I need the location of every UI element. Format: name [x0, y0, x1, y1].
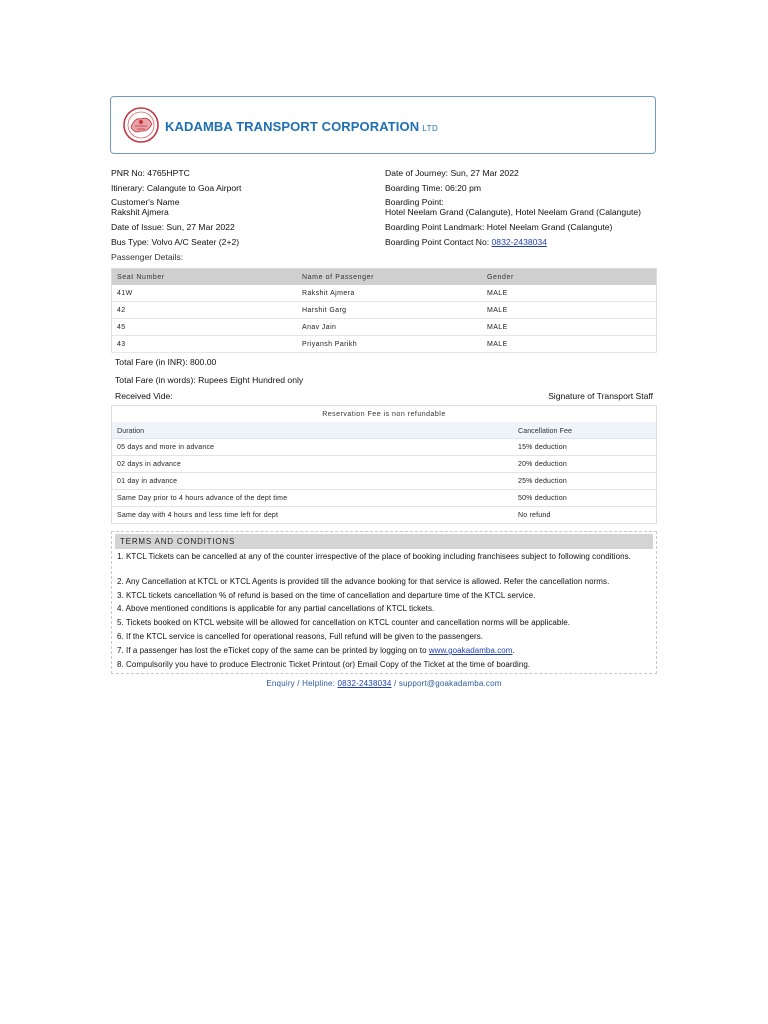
duration: 01 day in advance [112, 473, 514, 490]
passenger-table-header [112, 269, 657, 286]
cancellation-fee: 25% deduction [513, 473, 657, 490]
passenger-gender: MALE [482, 302, 657, 319]
duration: 05 days and more in advance [112, 439, 514, 456]
col-cancellation-fee: Cancellation Fee [513, 422, 657, 439]
col-passenger-name: Name of Passenger [297, 269, 482, 286]
col-gender: Gender [482, 269, 657, 286]
passenger-gender: MALE [482, 285, 657, 302]
helpline-phone-link[interactable]: 0832-2438034 [337, 679, 392, 688]
term-item: 5. Tickets booked on KTCL website will be allowed for cancellation on KTCL counter and cancellation norms will be applicable. [117, 618, 571, 627]
passenger-name: Anav Jain [297, 319, 482, 336]
helpline-footer [0, 679, 768, 688]
cancellation-fee: 20% deduction [513, 456, 657, 473]
total-fare-inr: Total Fare (in INR): 800.00 [115, 357, 217, 367]
goakadamba-website-link[interactable]: www.goakadamba.com [428, 646, 513, 655]
term-item: 1. KTCL Tickets can be cancelled at any of the counter irrespective of the place of booking including franchisees subject to following conditions. [117, 552, 631, 561]
table-row [112, 473, 657, 490]
seat-number: 43 [112, 336, 298, 353]
helpline-label: Enquiry / Helpline: [266, 679, 336, 688]
ktc-logo-icon [121, 105, 161, 145]
term-item: 3. KTCL tickets cancellation % of refund is based on the time of cancellation and departure time of the KTCL service. [117, 591, 536, 600]
table-row [112, 302, 657, 319]
term-item-7-suffix: . [512, 646, 515, 655]
table-row [112, 439, 657, 456]
seat-number: 41W [112, 285, 298, 302]
company-suffix: LTD [422, 124, 439, 133]
itinerary: Itinerary: Calangute to Goa Airport [111, 183, 242, 193]
table-row [112, 507, 657, 524]
passenger-name: Priyansh Parikh [297, 336, 482, 353]
term-item: 4. Above mentioned conditions is applicable for any partial cancellations of KTCL tickets. [117, 604, 435, 613]
table-row [112, 456, 657, 473]
total-fare-words: Total Fare (in words): Rupees Eight Hundred only [115, 375, 304, 385]
passenger-table [111, 268, 657, 353]
table-row [112, 285, 657, 302]
boarding-point: Hotel Neelam Grand (Calangute), Hotel Neelam Grand (Calangute) [385, 207, 642, 217]
pnr-number: PNR No: 4765HPTC [111, 168, 190, 178]
col-duration: Duration [112, 422, 514, 439]
terms-and-conditions [111, 531, 657, 674]
customer-name: Rakshit Ajmera [111, 207, 169, 217]
passenger-gender: MALE [482, 319, 657, 336]
cancellation-header [112, 422, 657, 439]
header-banner [110, 96, 656, 154]
term-item [117, 646, 653, 656]
cancellation-fee: 15% deduction [513, 439, 657, 456]
company-name [165, 119, 438, 134]
boarding-landmark: Boarding Point Landmark: Hotel Neelam Grand (Calangute) [385, 222, 613, 232]
issue-date: Date of Issue: Sun, 27 Mar 2022 [111, 222, 235, 232]
boarding-contact-phone-link[interactable]: 0832-2438034 [491, 237, 547, 247]
passenger-gender: MALE [482, 336, 657, 353]
passenger-details-label: Passenger Details: [111, 252, 184, 262]
received-vide: Received Vide: [115, 391, 173, 401]
table-row [112, 336, 657, 353]
terms-title: TERMS AND CONDITIONS [115, 534, 653, 549]
seat-number: 42 [112, 302, 298, 319]
boarding-point-label: Boarding Point: [385, 197, 444, 207]
duration: 02 days in advance [112, 456, 514, 473]
bus-type: Bus Type: Volvo A/C Seater (2+2) [111, 237, 240, 247]
cancellation-fee: No refund [513, 507, 657, 524]
table-row [112, 319, 657, 336]
term-item-7-text: 7. If a passenger has lost the eTicket copy of the same can be printed by logging on to [117, 646, 427, 655]
table-row [112, 490, 657, 507]
cancellation-table [111, 405, 657, 524]
term-item: 8. Compulsorily you have to produce Electronic Ticket Printout (or) Email Copy of the Ticket at the time of boarding. [117, 660, 531, 669]
journey-date: Date of Journey: Sun, 27 Mar 2022 [385, 168, 519, 178]
passenger-name: Harshit Garg [297, 302, 482, 319]
boarding-time: Boarding Time: 06:20 pm [385, 183, 482, 193]
passenger-name: Rakshit Ajmera [297, 285, 482, 302]
cancellation-caption-row [112, 406, 657, 423]
seat-number: 45 [112, 319, 298, 336]
customer-label: Customer's Name [111, 197, 180, 207]
boarding-contact-label: Boarding Point Contact No: [385, 237, 490, 247]
duration: Same day with 4 hours and less time left for dept [112, 507, 514, 524]
duration: Same Day prior to 4 hours advance of the dept time [112, 490, 514, 507]
boarding-contact [385, 237, 547, 247]
cancellation-caption: Reservation Fee is non refundable [322, 410, 446, 418]
term-item: 6. If the KTCL service is cancelled for operational reasons, Full refund will be given to the passengers. [117, 632, 484, 641]
support-email: / support@goakadamba.com [393, 679, 502, 688]
cancellation-fee: 50% deduction [513, 490, 657, 507]
term-item: 2. Any Cancellation at KTCL or KTCL Agents is provided till the advance booking for that service is allowed. Refer the cancellation norms. [117, 577, 610, 586]
company-title: KADAMBA TRANSPORT CORPORATION [165, 119, 420, 134]
signature-label: Signature of Transport Staff [548, 391, 653, 401]
col-seat-number: Seat Number [112, 269, 298, 286]
